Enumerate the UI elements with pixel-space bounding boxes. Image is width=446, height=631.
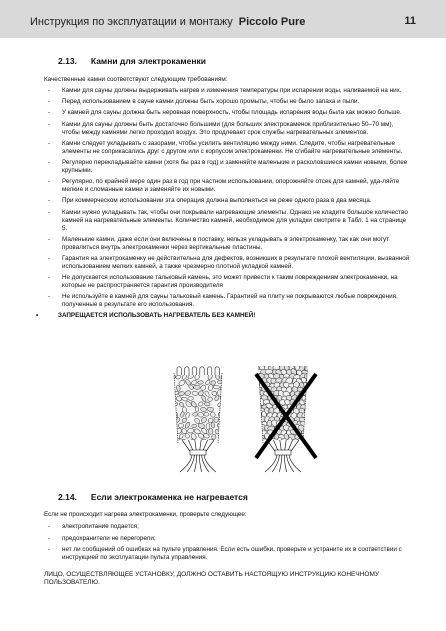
list-item [48, 255, 410, 271]
stone [169, 428, 176, 435]
list-item [48, 87, 410, 95]
heating-element-wire [187, 440, 194, 472]
section-title: Если электрокаменка не нагревается [90, 492, 248, 502]
list-item [48, 293, 410, 309]
list-item-text: При коммерческом использовании эта операция должна выполняться не реже одного раза в два месяца. [62, 197, 372, 205]
list-marker: - [48, 274, 51, 282]
warning-bullet: • [36, 312, 39, 320]
stone [192, 391, 198, 395]
section-heading-2-13 [58, 56, 206, 66]
stone [169, 395, 175, 402]
list-marker: - [48, 523, 51, 530]
stone [219, 428, 225, 433]
stone [217, 380, 223, 384]
list-item [48, 98, 410, 106]
stone [217, 389, 222, 396]
troubleshooting-list [48, 523, 410, 566]
list-item [48, 535, 410, 543]
list-marker: - [48, 235, 51, 243]
section-number: 2.13. [58, 56, 77, 66]
list-marker: - [48, 197, 51, 205]
list-item [48, 178, 410, 194]
document-title: Инструкция по эксплуатации и монтажу [30, 16, 233, 28]
stone [168, 407, 174, 413]
list-item-text: Регулярно, по крайней мере один раз в год при частном использовании, опорожняйте отсек для камней, уда-ляйте мелкие и сломанные камни и заменяйте их новыми. [62, 178, 400, 194]
list-item-text: Не допускается использование тальковый камень, это может привести к таким повреждениям электрокаменки, на которые не распространяется гарантия производителя [62, 274, 398, 290]
list-item [48, 546, 410, 562]
list-marker: - [48, 254, 51, 262]
list-marker: - [48, 139, 51, 147]
stone [193, 412, 198, 416]
list-item-text: предохранители не перегорели; [62, 534, 156, 542]
list-item-text: Камни следует укладывать с зазорами, чтобы усилить вентиляцию между ними. Следите, чтобы нагревательные элементы не соприкасались друг с другом или с корпусом электрокаменки. Не сгибайте нагревательные элементы. [62, 139, 403, 155]
stone [213, 385, 219, 389]
stone [214, 440, 220, 445]
heating-element-wire [194, 440, 196, 472]
list-item-text: Перед использованием в сауне камни должны быть хорошо промыты, чтобы не было запаха и пыли. [62, 98, 360, 106]
heating-element-wire [202, 440, 209, 472]
stone [206, 423, 210, 430]
stone [188, 396, 194, 400]
list-item-text: Камни для сауны должны выдерживать нагрев и изменения температуры при испарении воды, наливаемой на них. [62, 87, 402, 94]
list-marker: - [48, 87, 51, 94]
list-marker: - [48, 208, 51, 216]
list-marker: - [48, 293, 51, 301]
section-number: 2.14. [58, 492, 77, 502]
section-intro: Если не происходит нагрева электрокаменки, проверьте следующее: [44, 511, 247, 518]
list-item-text: Маленькие камни, даже если они включены в поставку, нельзя укладывать в электрокаменку, так как они могут провалиться внутрь электрокаменки через вертикальные пластины. [62, 235, 390, 251]
stone [195, 407, 199, 413]
list-item-text: Регулярно перекладывайте камни (хотя бы раз в год) и заменяйте маленькие и расколовшиеся камни новыми, более крупными. [62, 158, 408, 174]
stone [204, 402, 210, 407]
section-title: Камни для электрокаменки [90, 56, 206, 66]
page-number: 11 [404, 15, 416, 27]
list-item [48, 523, 410, 531]
list-marker: - [48, 98, 51, 106]
list-marker: - [48, 178, 51, 186]
list-item [48, 209, 410, 233]
list-item [48, 109, 410, 117]
stone [170, 440, 176, 445]
warning-line [36, 312, 410, 320]
list-item-text: Камни нужно укладывать так, чтобы они покрывали нагревающие элементы. Однако не кладите большое количество камней на нагревательные элементы. Количество камней, необходимое для укладки смотрите в Табл. 1 на странице 5. [62, 208, 408, 232]
list-item-text: нет ли сообщений об ошибках на пульте управления. Если есть ошибки, проверьте и устраните их в соответствии с инструкцией по эксплуатации пульта управления. [62, 546, 402, 562]
list-item-text: электропитание подается; [62, 523, 139, 530]
list-item [48, 121, 410, 137]
section-intro: Качественные камни соответствуют следующим требованиям: [44, 76, 228, 83]
stone [220, 417, 227, 424]
list-item-text: Гарантия на электрокаменку не действительна для дефектов, возникших в результате плохой вентиляции, вызванной использованием мелких камней, а также чрезмерно плотной укладкой камней. [62, 254, 410, 270]
element-collar [190, 450, 206, 455]
cross-mark-icon [252, 370, 320, 462]
list-item-text: Не используйте в камней для сауны тальковый камень. Гарантией на плиту не покрываются любые повреждения, полученные в результате его использования. [62, 293, 398, 309]
page-header [0, 0, 446, 38]
list-marker: - [48, 109, 51, 117]
stone [198, 412, 204, 417]
list-item [48, 274, 410, 290]
header-title-line [30, 16, 305, 29]
list-item-text: У камней для сауны должна быть неровная поверхность, чтобы площадь испарения воды была как можно больше. [62, 109, 402, 117]
list-marker: - [48, 534, 51, 542]
section-heading-2-14 [58, 492, 248, 502]
heating-element-wire [199, 440, 201, 472]
installer-note: ЛИЦО, ОСУЩЕСТВЛЯЮЩЕЕ УСТАНОВКУ, ДОЛЖНО ОСТАВИТЬ НАСТОЯЩУЮ ИНСТРУКЦИЮ КОНЕЧНОМУ ПОЛЬЗОВАТЕЛЮ. [44, 571, 380, 586]
list-marker: - [48, 120, 51, 128]
stone [170, 416, 175, 423]
list-item-text: Камни для сауны должны быть достаточно большими (для больших электрокаменок приблизительно 50–70 мм), чтобы между камнями легко проходил воздух. Это продлевает срок службы нагревательных элементов. [62, 120, 394, 136]
stone [212, 434, 217, 440]
stone [173, 412, 178, 419]
list-item [48, 159, 410, 175]
stone [192, 424, 197, 428]
list-item [48, 197, 410, 205]
list-marker: - [48, 546, 51, 554]
list-item [48, 140, 410, 156]
warning-text: ЗАПРЕЩАЕТСЯ ИСПОЛЬЗОВАТЬ НАГРЕВАТЕЛЬ БЕЗ КАМНЕЙ! [58, 312, 256, 320]
stone [219, 406, 227, 413]
list-marker: - [48, 158, 51, 166]
heater-stones-correct-icon [168, 364, 228, 474]
product-name: Piccolo Pure [238, 16, 306, 28]
list-item [48, 236, 410, 252]
stone-requirements-list [36, 87, 410, 320]
